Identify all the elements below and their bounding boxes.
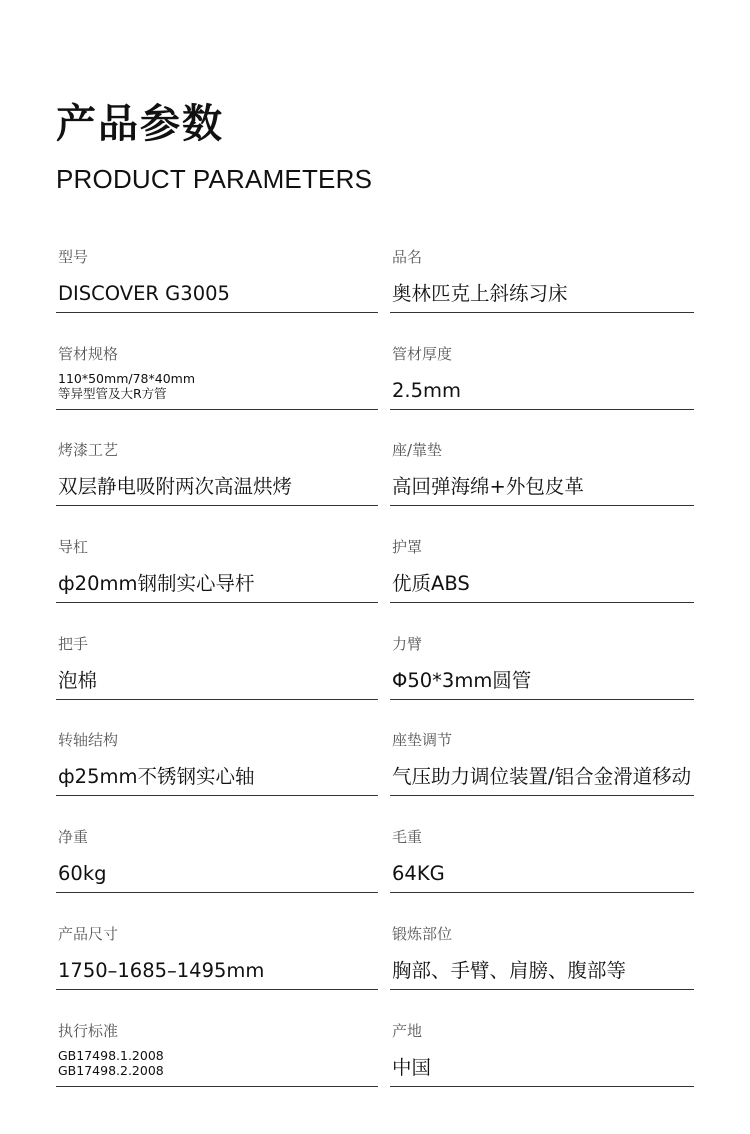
param-value: Φ50*3mm圆管 (392, 668, 532, 692)
param-label: 锻炼部位 (392, 924, 453, 943)
param-dimensions (56, 911, 378, 990)
param-value: 2.5mm (392, 378, 462, 402)
param-row (56, 427, 694, 524)
param-label: 力臂 (392, 634, 423, 653)
param-row (56, 911, 694, 1008)
param-shield (390, 524, 694, 603)
param-label: 品名 (392, 248, 423, 266)
param-lever-arm (390, 621, 694, 700)
param-value: 60kg (58, 862, 107, 886)
param-standard (56, 1008, 378, 1087)
page-title-chinese: 产品参数 (56, 101, 224, 147)
param-value-line: 等异型管及大R方管 (58, 385, 167, 401)
param-label: 护罩 (392, 538, 423, 557)
param-origin (390, 1008, 694, 1087)
param-row (56, 717, 694, 814)
param-value: 泡棉 (58, 668, 98, 692)
param-value: 高回弹海绵+外包皮革 (392, 475, 584, 499)
param-value: 胸部、手臂、肩膀、腹部等 (392, 958, 627, 982)
param-value: 优质ABS (392, 572, 470, 596)
param-value: ф20mm钢制实心导杆 (58, 572, 255, 596)
param-value: 64KG (392, 862, 445, 886)
param-handle (56, 621, 378, 700)
param-label: 把手 (58, 634, 89, 653)
param-training-areas (390, 911, 694, 990)
param-label: 执行标准 (58, 1021, 119, 1040)
param-row (56, 1008, 694, 1105)
param-label: 毛重 (392, 828, 423, 847)
param-label: 产品尺寸 (58, 924, 119, 943)
param-row (56, 234, 694, 331)
param-value-multiline (58, 1048, 164, 1078)
param-row (56, 524, 694, 621)
page-title-english: PRODUCT PARAMETERS (56, 164, 373, 194)
param-gross-weight (390, 814, 694, 893)
param-model (56, 234, 378, 313)
param-value: ф25mm不锈钢实心轴 (58, 765, 255, 789)
param-seat-pad (390, 427, 694, 506)
param-label: 座/靠垫 (392, 441, 443, 460)
param-value-line: GB17498.1.2008 (58, 1047, 164, 1063)
param-value-line: 110*50mm/78*40mm (58, 370, 195, 386)
param-value-multiline (58, 371, 195, 401)
param-value: 奥林匹克上斜练习床 (392, 282, 568, 305)
param-label: 烤漆工艺 (58, 441, 119, 460)
param-label: 管材厚度 (392, 344, 453, 363)
param-pivot-structure (56, 717, 378, 796)
param-value: DISCOVER G3005 (58, 282, 230, 305)
param-label: 导杠 (58, 538, 89, 557)
param-seat-adjustment (390, 717, 694, 796)
param-label: 转轴结构 (58, 731, 119, 750)
param-label: 产地 (392, 1021, 423, 1040)
param-paint-process (56, 427, 378, 506)
param-label: 净重 (58, 828, 89, 847)
param-row (56, 331, 694, 428)
param-value: 1750–1685–1495mm (58, 958, 265, 982)
param-label: 型号 (58, 248, 89, 266)
param-tube-spec (56, 331, 378, 410)
param-row (56, 621, 694, 718)
param-value: 气压助力调位装置/铝合金滑道移动 (392, 765, 692, 789)
param-value: 双层静电吸附两次高温烘烤 (58, 475, 293, 499)
param-label: 座垫调节 (392, 731, 453, 750)
param-value-line: GB17498.2.2008 (58, 1062, 164, 1078)
param-tube-thickness (390, 331, 694, 410)
param-guide-rod (56, 524, 378, 603)
param-product-name (390, 234, 694, 313)
param-row (56, 814, 694, 911)
param-value: 中国 (392, 1055, 432, 1079)
parameters-table (56, 234, 694, 1104)
param-label: 管材规格 (58, 344, 119, 363)
param-net-weight (56, 814, 378, 893)
